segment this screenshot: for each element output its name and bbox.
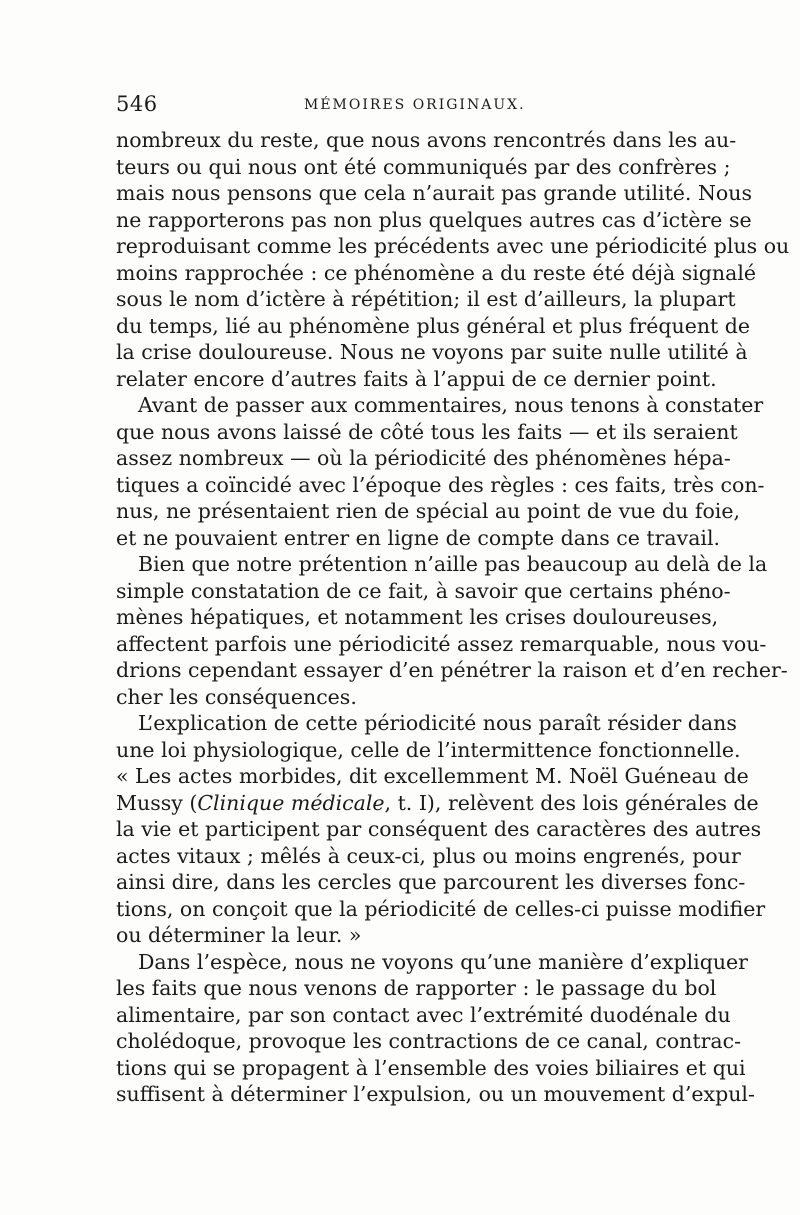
text-line <box>116 790 759 817</box>
running-head <box>116 92 686 122</box>
text-line: sous le nom d’ictère à répétition; il est d’ailleurs, la plupart <box>116 287 736 311</box>
text-line: « Les actes morbides, dit excellemment M. Noël Guéneau de <box>116 764 749 788</box>
text-line: relater encore d’autres faits à l’appui de ce dernier point. <box>116 366 717 391</box>
text-line: mais nous pensons que cela n’aurait pas grande utilité. Nous <box>116 181 752 205</box>
text-line: simple constatation de ce fait, à savoir que certains phéno- <box>116 578 731 603</box>
text-line: teurs ou qui nous ont été communiqués par des confrères ; <box>116 154 731 179</box>
text-line: tions qui se propagent à l’ensemble des voies biliaires et qui <box>116 1055 746 1080</box>
text-segment: , t. I), relèvent des lois générales de <box>384 790 759 815</box>
text-line: L’explication de cette périodicité nous paraît résider dans <box>138 711 737 735</box>
text-line: mènes hépatiques, et notamment les crises douloureuses, <box>116 605 719 629</box>
text-line: tiques a coïncidé avec l’époque des règles : ces faits, très con- <box>116 472 765 497</box>
text-line: affectent parfois une périodicité assez remarquable, nous vou- <box>116 631 767 656</box>
text-line: Bien que notre prétention n’aille pas beaucoup au delà de la <box>138 552 768 576</box>
text-line: et ne pouvaient entrer en ligne de compte dans ce travail. <box>116 525 721 550</box>
text-line: nus, ne présentaient rien de spécial au point de vue du foie, <box>116 499 741 523</box>
text-line: ne rapporterons pas non plus quelques autres cas d’ictère se <box>116 207 752 232</box>
running-title: MÉMOIRES ORIGINAUX. <box>304 97 526 113</box>
text-segment: Mussy ( <box>116 790 198 815</box>
text-line: les faits que nous venons de rapporter : le passage du bol <box>116 976 717 1000</box>
text-line: ou déterminer la leur. » <box>116 923 362 947</box>
text-line: reproduisant comme les précédents avec une périodicité plus ou <box>116 234 790 258</box>
text-line: cher les conséquences. <box>116 684 357 709</box>
text-line: la crise douloureuse. Nous ne voyons par suite nulle utilité à <box>116 340 748 364</box>
text-line: alimentaire, par son contact avec l’extrémité duodénale du <box>116 1002 731 1027</box>
text-line: la vie et participent par conséquent des caractères des autres <box>116 817 762 841</box>
text-line: que nous avons laissé de côté tous les faits — et ils seraient <box>116 419 738 444</box>
text-line: tions, on conçoit que la périodicité de celles-ci puisse modifier <box>116 896 766 921</box>
text-line: cholédoque, provoque les contractions de ce canal, contrac- <box>116 1029 742 1053</box>
text-line: moins rapprochée : ce phénomène a du reste été déjà signalé <box>116 260 757 285</box>
text-line: drions cependant essayer d’en pénétrer la raison et d’en recher- <box>116 658 788 682</box>
text-line: ainsi dire, dans les cercles que parcourent les diverses fonc- <box>116 870 746 894</box>
text-line: du temps, lié au phénomène plus général et plus fréquent de <box>116 313 751 338</box>
text-line: nombreux du reste, que nous avons rencontrés dans les au- <box>116 128 737 152</box>
text-line: une loi physiologique, celle de l’intermittence fonctionnelle. <box>116 737 741 762</box>
book-title: Clinique médicale <box>197 790 385 815</box>
page-number: 546 <box>116 92 158 116</box>
text-line: assez nombreux — où la périodicité des phénomènes hépa- <box>116 446 731 470</box>
text-line: Avant de passer aux commentaires, nous tenons à constater <box>138 393 764 417</box>
text-line: actes vitaux ; mêlés à ceux-ci, plus ou moins engrenés, pour <box>116 843 741 868</box>
body-text <box>116 127 790 1157</box>
text-line: suffisent à déterminer l’expulsion, ou un mouvement d’expul- <box>116 1082 755 1106</box>
text-line: Dans l’espèce, nous ne voyons qu’une manière d’expliquer <box>138 949 748 974</box>
